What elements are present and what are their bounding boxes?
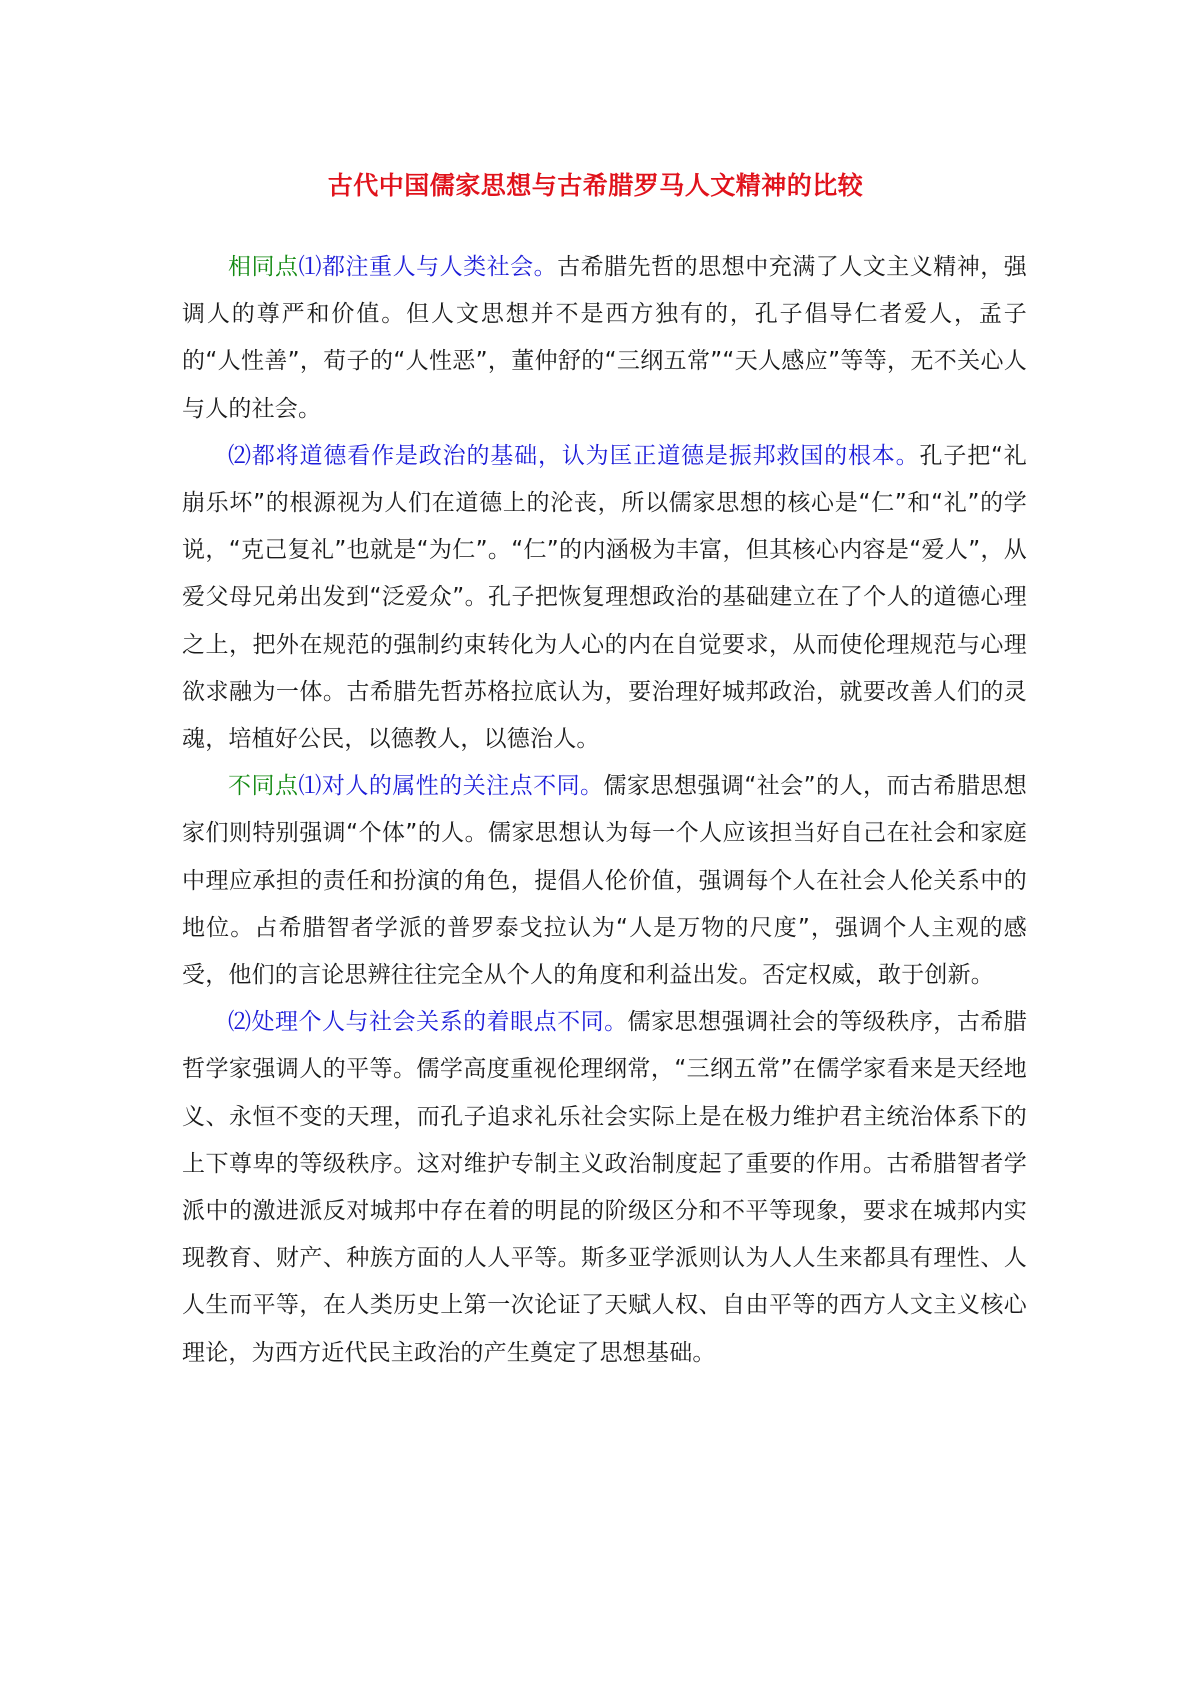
document-title: 古代中国儒家思想与古希腊罗马人文精神的比较 xyxy=(327,170,864,200)
paragraph-similarity-2 xyxy=(182,433,1027,763)
point-heading: ⑴都注重人与人类社会。 xyxy=(298,254,558,280)
paragraph-difference-2 xyxy=(182,999,1027,1377)
paragraph-text: 儒家思想强调社会的等级秩序，古希腊哲学家强调人的平等。儒学高度重视伦理纲常，“三纲五常”在儒学家看来是天经地义、永恒不变的天理，而孔子追求礼乐社会实际上是在极力维护君主统治体系下的上下尊卑的等级秩序。这对维护专制主义政治制度起了重要的作用。古希腊智者学派中的激进派反对城邦中存在着的明昆的阶级区分和不平等现象，要求在城邦内实现教育、财产、种族方面的人人平等。斯多亚学派则认为人人生来都具有理性、人人生而平等，在人类历史上第一次论证了天赋人权、自由平等的西方人文主义核心理论，为西方近代民主政治的产生奠定了思想基础。 xyxy=(182,1009,1027,1366)
paragraph-text: 古希腊先哲的思想中充满了人文主义精神，强调人的尊严和价值。但人文思想并不是西方独有的，孔子倡导仁者爱人，孟子的“人性善”，荀子的“人性恶”，董仲舒的“三纲五常”“天人感应”等等，无不关心人与人的社会。 xyxy=(182,254,1028,422)
point-heading: ⑴对人的属性的关注点不同。 xyxy=(298,773,604,800)
point-heading: ⑵都将道德看作是政治的基础，认为匡正道德是振邦救国的根本。 xyxy=(228,442,920,469)
section-label-similarities: 相同点 xyxy=(228,254,299,280)
paragraph-similarity-1 xyxy=(182,244,1027,433)
paragraph-text: 儒家思想强调“社会”的人，而古希腊思想家们则特别强调“个体”的人。儒家思想认为每一个人应该担当好自己在社会和家庭中理应承担的责任和扮演的角色，提倡人伦价值，强调每个人在社会人伦关系中的地位。占希腊智者学派的普罗泰戈拉认为“人是万物的尺度”，强调个人主观的感受，他们的言论思辨往往完全从个人的角度和利益出发。否定权威，敢于创新。 xyxy=(182,773,1028,989)
section-label-differences: 不同点 xyxy=(228,773,299,800)
document-body xyxy=(182,244,1027,1377)
paragraph-text: 孔子把“礼崩乐坏”的根源视为人们在道德上的沦丧，所以儒家思想的核心是“仁”和“礼”的学说，“克己复礼”也就是“为仁”。“仁”的内涵极为丰富，但其核心内容是“爱人”，从爱父母兄弟出发到“泛爱众”。孔子把恢复理想政治的基础建立在了个人的道德心理之上，把外在规范的强制约束转化为人心的内在自觉要求，从而使伦理规范与心理欲求融为一体。古希腊先哲苏格拉底认为，要治理好城邦政治，就要改善人们的灵魂，培植好公民，以德教人，以德治人。 xyxy=(182,442,1027,753)
paragraph-difference-1 xyxy=(182,763,1027,999)
point-heading: ⑵处理个人与社会关系的着眼点不同。 xyxy=(228,1009,628,1036)
